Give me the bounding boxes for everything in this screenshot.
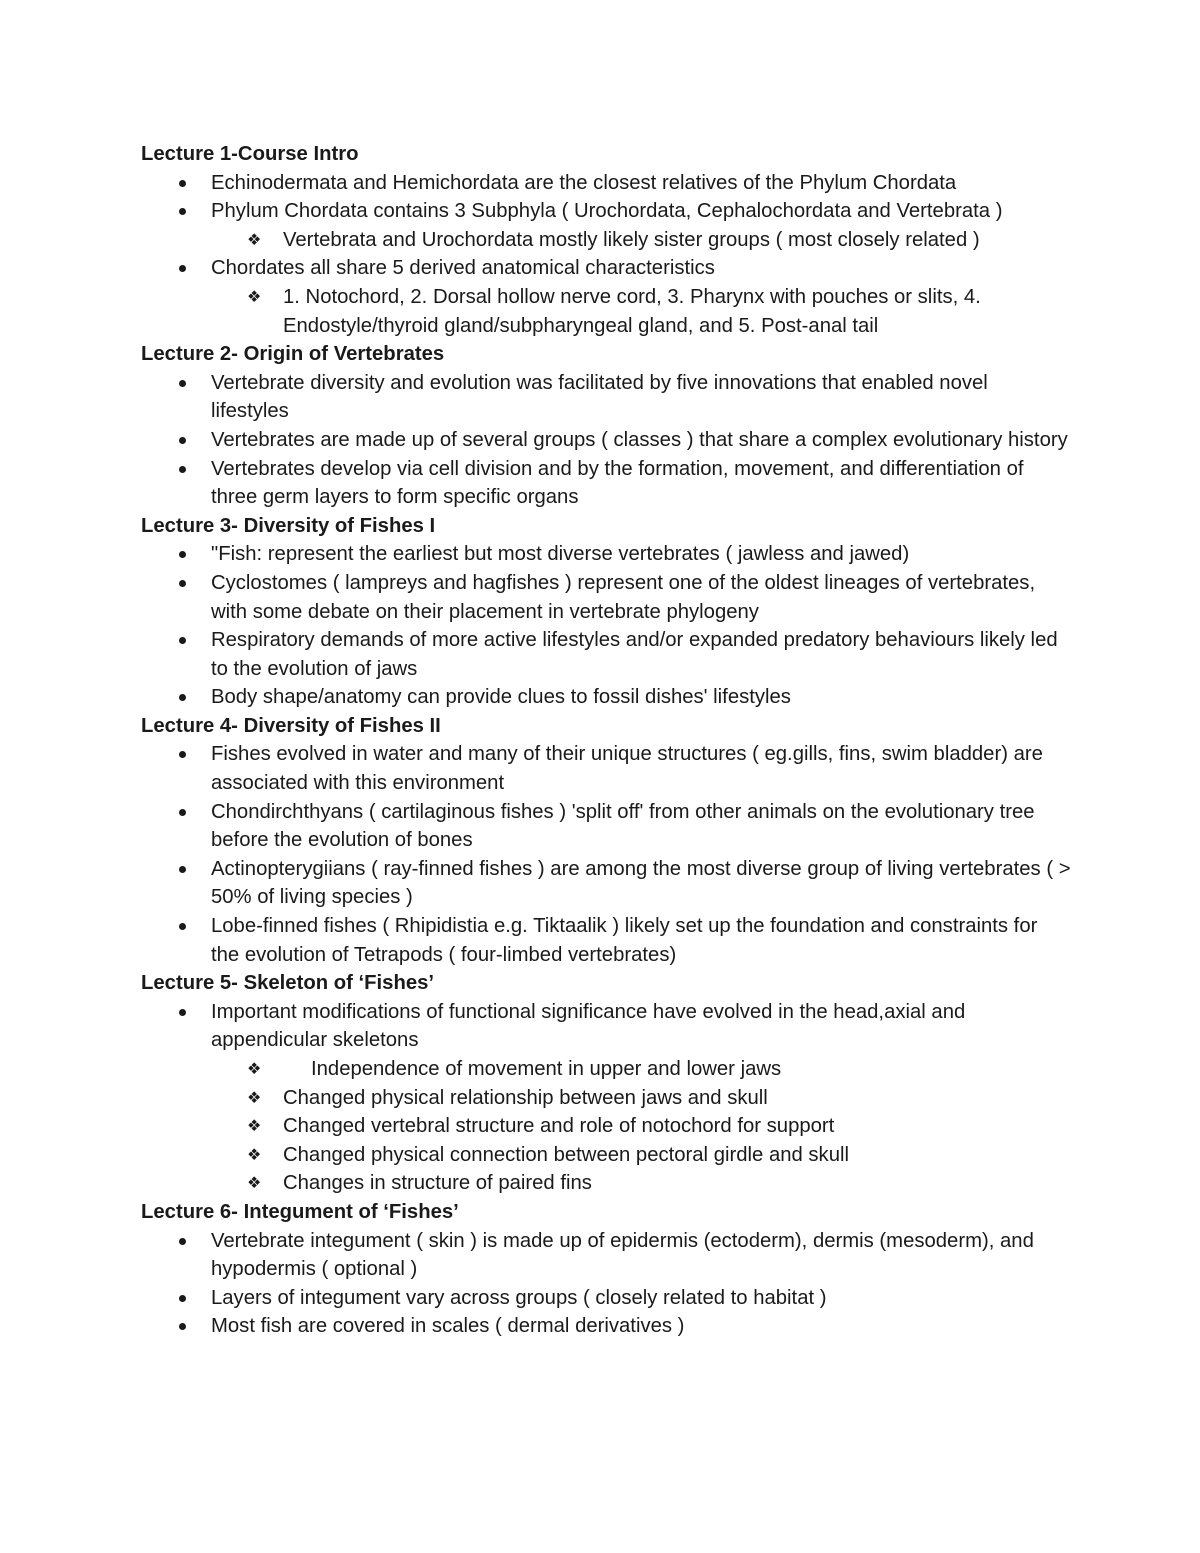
list-item: Vertebrate integument ( skin ) is made up of epidermis (ectoderm), dermis (mesoderm), and hypodermis ( optional )	[141, 1227, 1071, 1284]
list-item: Lobe-finned fishes ( Rhipidistia e.g. Tiktaalik ) likely set up the foundation and constraints for the evolution of Tetrapods ( four-limbed vertebrates)	[141, 912, 1071, 969]
lecture-section	[141, 512, 1071, 712]
list-item: Chondirchthyans ( cartilaginous fishes ) 'split off' from other animals on the evolutionary tree before the evolution of bones	[141, 798, 1071, 855]
sub-bullet-list	[211, 1055, 1071, 1198]
sub-list-item: ❖ 1. Notochord, 2. Dorsal hollow nerve cord, 3. Pharynx with pouches or slits, 4. Endostyle/thyroid gland/subpharyngeal gland, and 5. Post-anal tail	[283, 283, 1071, 340]
sub-bullet-list	[211, 226, 1071, 255]
sub-list-item: ❖ Independence of movement in upper and lower jaws	[283, 1055, 1071, 1084]
sub-bullet-list	[211, 283, 1071, 340]
sub-list-item: ❖ Changed physical relationship between jaws and skull	[283, 1084, 1071, 1113]
bullet-list	[141, 998, 1071, 1198]
list-item: Actinopterygiians ( ray-finned fishes ) are among the most diverse group of living vertebrates ( > 50% of living species )	[141, 855, 1071, 912]
list-item: Body shape/anatomy can provide clues to fossil dishes' lifestyles	[141, 683, 1071, 712]
diamond-bullet-icon: ❖	[247, 1059, 262, 1078]
sub-list-item: ❖ Changed vertebral structure and role of notochord for support	[283, 1112, 1071, 1141]
list-item: Vertebrates are made up of several groups ( classes ) that share a complex evolutionary history	[141, 426, 1071, 455]
sub-list-item: ❖ Vertebrata and Urochordata mostly likely sister groups ( most closely related )	[283, 226, 1071, 255]
lecture-heading: Lecture 6- Integument of ‘Fishes’	[141, 1200, 459, 1223]
lecture-heading: Lecture 3- Diversity of Fishes I	[141, 514, 436, 537]
diamond-bullet-icon: ❖	[247, 1173, 262, 1193]
document-page	[141, 140, 1071, 1341]
lecture-heading: Lecture 1-Course Intro	[141, 143, 359, 165]
bullet-list	[141, 540, 1071, 712]
bullet-list	[141, 369, 1071, 512]
diamond-bullet-icon: ❖	[247, 229, 262, 249]
list-item: Fishes evolved in water and many of their unique structures ( eg.gills, fins, swim bladder) are associated with this environment	[141, 740, 1071, 797]
diamond-bullet-icon: ❖	[247, 286, 262, 306]
lecture-section	[141, 969, 1071, 1198]
lecture-heading: Lecture 4- Diversity of Fishes II	[141, 714, 441, 737]
lecture-section	[141, 140, 1071, 340]
bullet-list	[141, 169, 1071, 341]
lecture-heading: Lecture 2- Origin of Vertebrates	[141, 343, 445, 366]
list-item: Phylum Chordata contains 3 Subphyla ( Urochordata, Cephalochordata and Vertebrata ) ❖ Vertebrata and Urochordata mostly likely sister groups ( most closely related )	[141, 197, 1071, 254]
list-item: "Fish: represent the earliest but most diverse vertebrates ( jawless and jawed)	[141, 540, 1071, 569]
lecture-heading: Lecture 5- Skeleton of ‘Fishes’	[141, 972, 435, 995]
diamond-bullet-icon: ❖	[247, 1087, 262, 1107]
lecture-section	[141, 712, 1071, 969]
list-item: Most fish are covered in scales ( dermal derivatives )	[141, 1312, 1071, 1341]
sub-list-item: ❖ Changes in structure of paired fins	[283, 1169, 1071, 1198]
sub-list-item: ❖ Changed physical connection between pectoral girdle and skull	[283, 1141, 1071, 1170]
list-item: Vertebrate diversity and evolution was facilitated by five innovations that enabled novel lifestyles	[141, 369, 1071, 426]
list-item: Important modifications of functional significance have evolved in the head,axial and appendicular skeletons ❖ Independence of movement in upper and lower jaws ❖ Changed physical relationship between jaws and skull ❖ Changed vertebral structure and role of notochord for support ❖ Changed physical connection between pectoral girdle and skull ❖ Changes in structure of paired fins	[141, 998, 1071, 1198]
lecture-section	[141, 1198, 1071, 1341]
list-item: Respiratory demands of more active lifestyles and/or expanded predatory behaviours likely led to the evolution of jaws	[141, 626, 1071, 683]
list-item: Cyclostomes ( lampreys and hagfishes ) represent one of the oldest lineages of vertebrates, with some debate on their placement in vertebrate phylogeny	[141, 569, 1071, 626]
diamond-bullet-icon: ❖	[247, 1116, 262, 1136]
diamond-bullet-icon: ❖	[247, 1144, 262, 1164]
list-item: Layers of integument vary across groups ( closely related to habitat )	[141, 1284, 1071, 1313]
bullet-list	[141, 1227, 1071, 1341]
list-item: Vertebrates develop via cell division and by the formation, movement, and differentiation of three germ layers to form specific organs	[141, 455, 1071, 512]
bullet-list	[141, 740, 1071, 969]
list-item: Chordates all share 5 derived anatomical characteristics ❖ 1. Notochord, 2. Dorsal hollow nerve cord, 3. Pharynx with pouches or slits, 4. Endostyle/thyroid gland/subpharyngeal gland, and 5. Post-anal tail	[141, 254, 1071, 340]
lecture-section	[141, 340, 1071, 512]
list-item: Echinodermata and Hemichordata are the closest relatives of the Phylum Chordata	[141, 169, 1071, 198]
